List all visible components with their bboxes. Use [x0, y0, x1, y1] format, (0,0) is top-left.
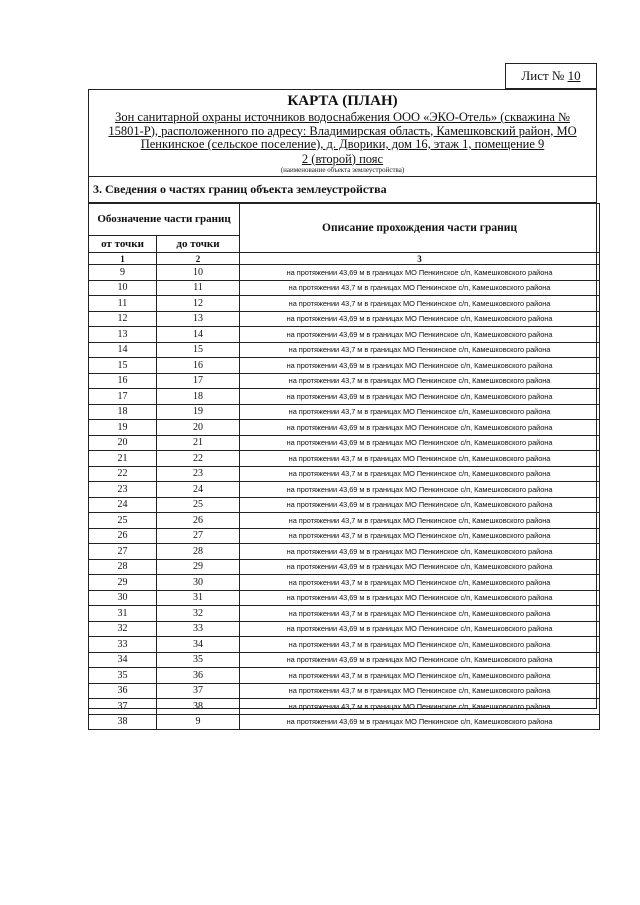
from-point-cell: 10: [89, 280, 157, 296]
description-cell: на протяжении 43,7 м в границах МО Пенкинское с/п, Камешковского района: [240, 404, 600, 420]
to-point-cell: 25: [157, 497, 240, 513]
description-cell: на протяжении 43,69 м в границах МО Пенкинское с/п, Камешковского района: [240, 311, 600, 327]
from-point-cell: 14: [89, 342, 157, 358]
zone-belt: 2 (второй) пояс: [301, 151, 384, 166]
from-point-cell: 38: [89, 714, 157, 730]
description-cell: на протяжении 43,7 м в границах МО Пенкинское с/п, Камешковского района: [240, 683, 600, 699]
table-row: [89, 575, 600, 591]
description-cell: на протяжении 43,7 м в границах МО Пенкинское с/п, Камешковского района: [240, 466, 600, 482]
sheet-label: Лист №: [521, 68, 565, 83]
to-point-cell: 22: [157, 451, 240, 467]
from-point-cell: 21: [89, 451, 157, 467]
table-row: [89, 280, 600, 296]
description-cell: на протяжении 43,7 м в границах МО Пенкинское с/п, Камешковского района: [240, 296, 600, 312]
to-point-cell: 29: [157, 559, 240, 575]
description-cell: на протяжении 43,69 м в границах МО Пенкинское с/п, Камешковского района: [240, 590, 600, 606]
from-point-cell: 9: [89, 265, 157, 281]
section-title: 3. Сведения о частях границ объекта землеустройства: [89, 177, 596, 203]
to-point-cell: 9: [157, 714, 240, 730]
table-row: [89, 683, 600, 699]
table-row: [89, 497, 600, 513]
description-header: Описание прохождения части границ: [240, 204, 600, 253]
to-point-cell: 13: [157, 311, 240, 327]
description-cell: на протяжении 43,69 м в границах МО Пенкинское с/п, Камешковского района: [240, 482, 600, 498]
from-point-cell: 29: [89, 575, 157, 591]
to-point-cell: 23: [157, 466, 240, 482]
description-cell: на протяжении 43,7 м в границах МО Пенкинское с/п, Камешковского района: [240, 637, 600, 653]
table-row: [89, 559, 600, 575]
table-row: [89, 714, 600, 730]
to-point-cell: 31: [157, 590, 240, 606]
description-cell: на протяжении 43,7 м в границах МО Пенкинское с/п, Камешковского района: [240, 575, 600, 591]
from-point-cell: 37: [89, 699, 157, 715]
description-cell: на протяжении 43,69 м в границах МО Пенкинское с/п, Камешковского района: [240, 265, 600, 281]
description-cell: на протяжении 43,69 м в границах МО Пенкинское с/п, Камешковского района: [240, 435, 600, 451]
from-point-cell: 27: [89, 544, 157, 560]
to-point-cell: 12: [157, 296, 240, 312]
table-row: [89, 590, 600, 606]
from-point-cell: 17: [89, 389, 157, 405]
description-cell: на протяжении 43,69 м в границах МО Пенкинское с/п, Камешковского района: [240, 652, 600, 668]
table-row: [89, 327, 600, 343]
from-point-cell: 26: [89, 528, 157, 544]
to-point-cell: 38: [157, 699, 240, 715]
description-cell: на протяжении 43,7 м в границах МО Пенкинское с/п, Камешковского района: [240, 513, 600, 529]
to-point-cell: 18: [157, 389, 240, 405]
table-row: [89, 435, 600, 451]
table-row: [89, 311, 600, 327]
table-row: [89, 637, 600, 653]
table-row: [89, 265, 600, 281]
table-row: [89, 404, 600, 420]
to-point-cell: 11: [157, 280, 240, 296]
from-point-cell: 34: [89, 652, 157, 668]
from-point-cell: 28: [89, 559, 157, 575]
to-point-cell: 34: [157, 637, 240, 653]
to-point-cell: 32: [157, 606, 240, 622]
to-point-cell: 21: [157, 435, 240, 451]
table-row: [89, 513, 600, 529]
document-frame: [88, 89, 597, 728]
description-cell: на протяжении 43,69 м в границах МО Пенкинское с/п, Камешковского района: [240, 497, 600, 513]
table-row: [89, 544, 600, 560]
to-point-cell: 33: [157, 621, 240, 637]
description-cell: на протяжении 43,69 м в границах МО Пенкинское с/п, Камешковского района: [240, 544, 600, 560]
table-row: [89, 528, 600, 544]
column-index: 2: [157, 253, 240, 265]
sheet-number: 10: [567, 68, 581, 83]
table-row: [89, 668, 600, 684]
description-cell: на протяжении 43,7 м в границах МО Пенкинское с/п, Камешковского района: [240, 528, 600, 544]
to-point-cell: 30: [157, 575, 240, 591]
to-point-cell: 14: [157, 327, 240, 343]
page-title: КАРТА (ПЛАН): [287, 93, 398, 109]
from-point-cell: 12: [89, 311, 157, 327]
from-point-cell: 22: [89, 466, 157, 482]
from-point-cell: 33: [89, 637, 157, 653]
description-cell: на протяжении 43,7 м в границах МО Пенкинское с/п, Камешковского района: [240, 668, 600, 684]
document-header: [89, 90, 596, 177]
table-row: [89, 358, 600, 374]
column-index: 1: [89, 253, 157, 265]
to-point-cell: 37: [157, 683, 240, 699]
sheet-number-box: [505, 63, 597, 89]
description-cell: на протяжении 43,69 м в границах МО Пенкинское с/п, Камешковского района: [240, 327, 600, 343]
column-index: 3: [240, 253, 600, 265]
description-cell: на протяжении 43,7 м в границах МО Пенкинское с/п, Камешковского района: [240, 280, 600, 296]
from-point-cell: 35: [89, 668, 157, 684]
to-point-cell: 15: [157, 342, 240, 358]
table-row: [89, 451, 600, 467]
description-cell: на протяжении 43,7 м в границах МО Пенкинское с/п, Камешковского района: [240, 373, 600, 389]
from-point-cell: 24: [89, 497, 157, 513]
from-point-cell: 11: [89, 296, 157, 312]
description-cell: на протяжении 43,7 м в границах МО Пенкинское с/п, Камешковского района: [240, 699, 600, 715]
table-row: [89, 342, 600, 358]
description-cell: на протяжении 43,7 м в границах МО Пенкинское с/п, Камешковского района: [240, 606, 600, 622]
to-point-header: до точки: [157, 236, 240, 253]
to-point-cell: 26: [157, 513, 240, 529]
to-point-cell: 35: [157, 652, 240, 668]
from-point-cell: 23: [89, 482, 157, 498]
to-point-cell: 17: [157, 373, 240, 389]
from-point-cell: 16: [89, 373, 157, 389]
table-row: [89, 606, 600, 622]
table-row: [89, 420, 600, 436]
table-row: [89, 466, 600, 482]
from-point-cell: 18: [89, 404, 157, 420]
from-point-cell: 15: [89, 358, 157, 374]
boundary-parts-table: [88, 203, 600, 730]
table-row: [89, 652, 600, 668]
description-cell: на протяжении 43,7 м в границах МО Пенкинское с/п, Камешковского района: [240, 342, 600, 358]
table-row: [89, 621, 600, 637]
from-point-cell: 13: [89, 327, 157, 343]
description-cell: на протяжении 43,69 м в границах МО Пенкинское с/п, Камешковского района: [240, 559, 600, 575]
table-row: [89, 482, 600, 498]
from-point-cell: 19: [89, 420, 157, 436]
to-point-cell: 24: [157, 482, 240, 498]
object-caption: (наименование объекта землеустройства): [280, 165, 405, 174]
from-point-cell: 30: [89, 590, 157, 606]
to-point-cell: 20: [157, 420, 240, 436]
from-point-cell: 36: [89, 683, 157, 699]
description-cell: на протяжении 43,69 м в границах МО Пенкинское с/п, Камешковского района: [240, 714, 600, 730]
to-point-cell: 16: [157, 358, 240, 374]
table-row: [89, 373, 600, 389]
table-row: [89, 296, 600, 312]
description-cell: на протяжении 43,7 м в границах МО Пенкинское с/п, Камешковского района: [240, 451, 600, 467]
table-header-row: [89, 204, 600, 236]
from-point-cell: 20: [89, 435, 157, 451]
to-point-cell: 10: [157, 265, 240, 281]
from-point-cell: 31: [89, 606, 157, 622]
description-cell: на протяжении 43,69 м в границах МО Пенкинское с/п, Камешковского района: [240, 420, 600, 436]
description-cell: на протяжении 43,69 м в границах МО Пенкинское с/п, Камешковского района: [240, 358, 600, 374]
object-description: Зон санитарной охраны источников водоснабжения ООО «ЭКО-Отель» (скважина № 15801-Р), расположенного по адресу: Владимирская область, Камешковский район, МО Пенкинское (сельское поселение), д. Дворики, дом 16, этаж 1, помещение 9: [108, 110, 577, 151]
from-point-header: от точки: [89, 236, 157, 253]
to-point-cell: 36: [157, 668, 240, 684]
from-point-cell: 25: [89, 513, 157, 529]
table-row: [89, 389, 600, 405]
table-row: [89, 699, 600, 715]
to-point-cell: 19: [157, 404, 240, 420]
column-index-row: [89, 253, 600, 265]
description-cell: на протяжении 43,69 м в границах МО Пенкинское с/п, Камешковского района: [240, 389, 600, 405]
to-point-cell: 28: [157, 544, 240, 560]
description-cell: на протяжении 43,69 м в границах МО Пенкинское с/п, Камешковского района: [240, 621, 600, 637]
from-point-cell: 32: [89, 621, 157, 637]
group-header: Обозначение части границ: [89, 204, 240, 236]
to-point-cell: 27: [157, 528, 240, 544]
